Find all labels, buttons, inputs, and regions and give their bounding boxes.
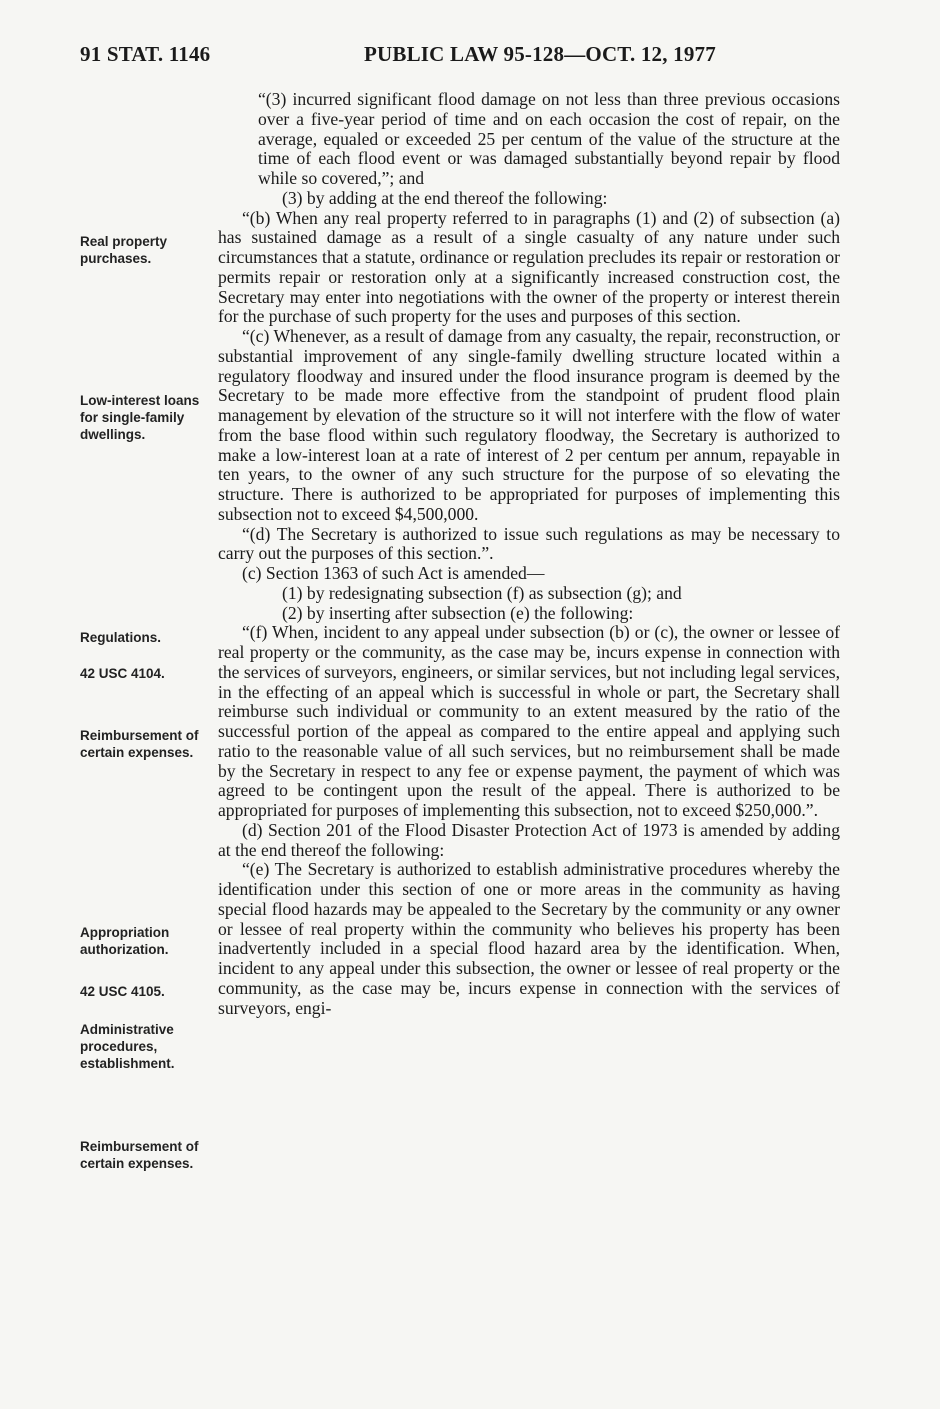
paragraph-section-1363: (c) Section 1363 of such Act is amended— [242,563,545,583]
margin-note-reimbursement-1: Reimbursement of certain expenses. [80,728,199,760]
margin-note-low-interest-loans: Low-interest loans for single-family dwellings. [80,393,200,442]
margin-note-reimbursement-2: Reimbursement of certain expenses. [80,1139,199,1171]
margin-note-real-property: Real property purchases. [80,234,168,266]
margin-note-42-usc-4105: 42 USC 4105. [80,984,165,999]
margin-note-42-usc-4104: 42 USC 4104. [80,666,165,681]
paragraph-subsection-b: “(b) When any real property referred to in paragraphs (1) and (2) of subsection (a) has sustained damage as a result of a single casualty of any nature under such circumstances that a statute, ordinance or regulation precludes its repair or restoration or permits repair or restoration only at a significantly increased construction cost, the Secretary may enter into negotiations with the owner of the property or interest therein for the purchase of such property for the uses and purposes of this section. [218,207,840,327]
margin-note-appropriation: Appropriation authorization. [80,925,170,957]
paragraph-redesignating: (1) by redesignating subsection (f) as subsection (g); and [282,582,682,603]
paragraph-adding-following: (3) by adding at the end thereof the following: [282,187,608,208]
paragraph-subsection-c: “(c) Whenever, as a result of damage from any casualty, the repair, reconstruction, or substantial improvement of any single-family dwelling structure located within a regulatory floodway and insured under the flood insurance program is deemed by the Secretary to be made more effective from the standpoint of prudent flood plain management by elevation of the structure so it will not interfere with the flow of water from the base flood within such regulatory floodway, the Secretary is authorized to make a low-interest loan at a rate of interest of 2 per centum per annum, repayable in ten years, to the owner of any such structure for the purpose of so elevating the structure. There is authorized to be appropriated for purposes of implementing this subsection not to exceed $4,500,000. [218,326,840,524]
stat-reference: 91 STAT. 1146 [80,42,211,66]
margin-note-regulations: Regulations. [80,630,162,645]
paragraph-subsection-a3: “(3) incurred significant flood damage on not less than three previous occasions over a five-year period of time and on each occasion the cost of repair, on the average, equaled or exceeded 25 per centum of the value of the structure at the time of each flood event or was damaged substantially beyond repair by flood while so covered,”; and [258,89,840,188]
paragraph-subsection-d: “(d) The Secretary is authorized to issue such regulations as may be necessary to carry out the purposes of this section.”. [218,523,840,564]
paragraph-section-201: (d) Section 201 of the Flood Disaster Protection Act of 1973 is amended by adding at the end thereof the following: [218,819,840,860]
margin-note-administrative-procedures: Administrative procedures, establishment. [80,1022,175,1071]
paragraph-inserting: (2) by inserting after subsection (e) the following: [282,602,634,623]
paragraph-subsection-e: “(e) The Secretary is authorized to establish administrative procedures whereby the identification under this section of one or more areas in the community as having special flood hazards may be appealed to the Secretary by the community or any owner or lessee of real property within the community who believes his property has been inadvertently included in a special flood hazard area by the identification. When, incident to any appeal under this subsection, the owner or lessee of real property or the community, as the case may be, incurs expense in connection with the services of surveyors, engi- [218,859,840,1018]
page-header [80,42,840,72]
paragraph-subsection-f: “(f) When, incident to any appeal under subsection (b) or (c), the owner or lessee of real property or the community, as the case may be, incurs expense in connection with the services of surveyors, engineers, or similar services, but not including legal services, in the effecting of an appeal which is successful in whole or part, the Secretary shall reimburse such individual or community to an extent measured by the ratio of the successful portion of the appeal as compared to the entire appeal and applying such ratio to the reasonable value of all such services, but no reimbursement shall be made by the Secretary in respect to any fee or expense payment, the payment of which was agreed to be contingent upon the result of the appeal. There is authorized to be appropriated for purposes of implementing this subsection, not to exceed $250,000.”. [218,622,840,820]
body-text [218,90,840,1018]
law-title: PUBLIC LAW 95-128—OCT. 12, 1977 [364,42,716,66]
